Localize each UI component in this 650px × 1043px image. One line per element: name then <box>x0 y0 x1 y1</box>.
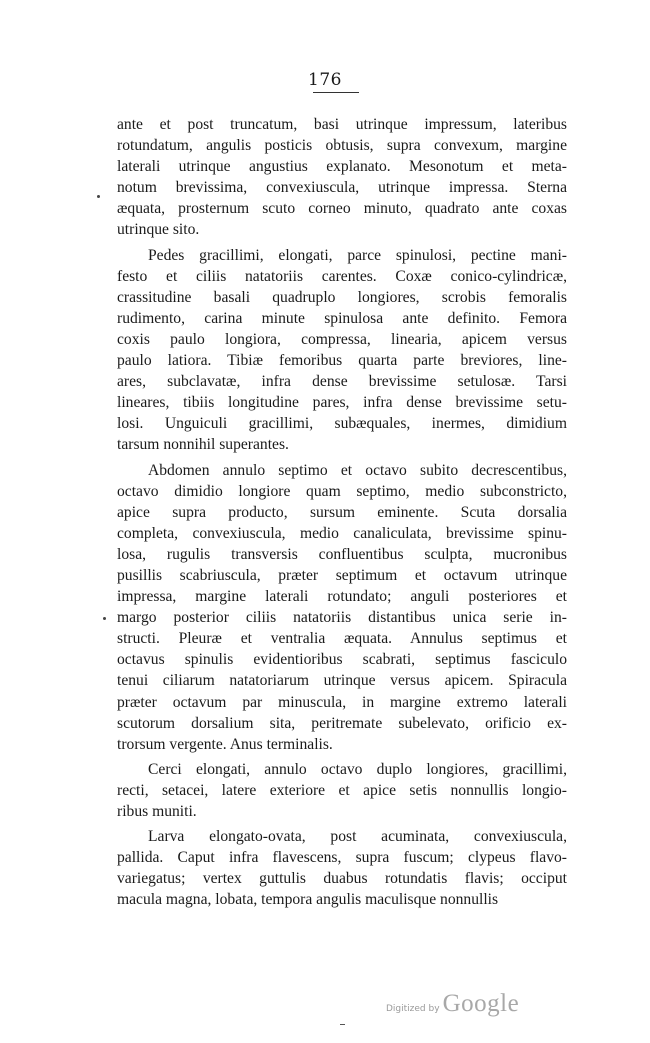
text-line: rotundatum, angulis posticis obtusis, supra convexum, margine <box>117 137 567 155</box>
margin-speck <box>97 195 100 198</box>
text-line: macula magna, lobata, tempora angulis maculisque nonnullis <box>117 891 499 909</box>
text-line: scutorum dorsalium sita, peritremate subelevato, orificio ex- <box>117 714 567 732</box>
watermark-prefix: Digitized by <box>386 1004 440 1014</box>
text-line: crassitudine basali quadruplo longiores, scrobis femoralis <box>117 288 567 306</box>
paragraph <box>117 759 567 822</box>
body-text <box>117 114 567 910</box>
text-line: æquata, prosternum scuto corneo minuto, quadrato ante coxas <box>117 200 567 218</box>
paragraph <box>117 114 567 241</box>
text-line: tarsum nonnihil superantes. <box>117 436 289 454</box>
text-line: Pedes gracillimi, elongati, parce spinulosi, pectine mani- <box>148 246 567 264</box>
paragraph <box>117 460 567 755</box>
text-line: paulo latiora. Tibiæ femoribus quarta parte breviores, line- <box>117 352 567 370</box>
text-line: pusillis scabriuscula, præter septimum et octavum utrinque <box>117 566 567 584</box>
text-line: Abdomen annulo septimo et octavo subito decrescentibus, <box>148 461 567 479</box>
text-line: octavus spinulis evidentioribus scabrati, septimus fasciculo <box>117 651 567 669</box>
text-line: notum brevissima, convexiuscula, utrinque impressa. Sterna <box>117 179 567 197</box>
text-line: ribus muniti. <box>117 803 197 820</box>
text-line: Cerci elongati, annulo octavo duplo longiores, gracillimi, <box>148 760 567 778</box>
text-line: ante et post truncatum, basi utrinque impressum, lateribus <box>117 116 567 133</box>
text-line: recti, setacei, latere exteriore et apice setis nonnullis longio- <box>117 781 567 799</box>
text-line: structi. Pleuræ et ventralia æquata. Annulus septimus et <box>117 630 567 648</box>
text-line: variegatus; vertex guttulis duabus rotundatis flavis; occiput <box>117 870 567 888</box>
text-line: rudimento, carina minute spinulosa ante definito. Femora <box>117 309 567 327</box>
paragraph <box>117 245 567 456</box>
text-line: tenui ciliarum natatoriarum utrinque versus apicem. Spiracula <box>117 672 567 690</box>
page-speck <box>340 1024 345 1025</box>
paragraph <box>117 826 567 910</box>
text-line: Larva elongato-ovata, post acuminata, convexiuscula, <box>148 828 567 846</box>
page-number: 176 <box>308 70 342 90</box>
text-line: coxis paulo longiora, compressa, linearia, apicem versus <box>117 330 567 348</box>
text-line: lineares, tibiis longitudine pares, infra dense brevissime setu- <box>117 394 567 412</box>
text-line: losi. Unguiculi gracillimi, subæquales, inermes, dimidium <box>117 415 567 433</box>
text-line: laterali utrinque angustius explanato. Mesonotum et meta- <box>117 158 567 176</box>
text-line: margo posterior ciliis natatoriis distantibus unica serie in- <box>117 609 567 627</box>
text-line: trorsum vergente. Anus terminalis. <box>117 735 333 753</box>
text-line: pallida. Caput infra flavescens, supra fuscum; clypeus flavo- <box>117 849 567 867</box>
google-logo: Google <box>442 990 520 1017</box>
margin-speck <box>103 617 106 620</box>
text-line: utrinque sito. <box>117 221 200 239</box>
text-line: præter octavum par minuscula, in margine extremo laterali <box>117 693 567 711</box>
text-line: apice supra producto, sursum eminente. Scuta dorsalia <box>117 503 567 521</box>
page-number-rule <box>313 92 359 93</box>
text-line: ares, subclavatæ, infra dense brevissime setulosæ. Tarsi <box>117 373 567 391</box>
digitized-watermark <box>386 990 519 1018</box>
text-line: festo et ciliis natatoriis carentes. Coxæ conico-cylindricæ, <box>117 267 567 285</box>
text-line: impressa, margine laterali rotundato; anguli posteriores et <box>117 588 567 606</box>
text-line: losa, rugulis transversis confluentibus sculpta, mucronibus <box>117 545 567 563</box>
text-line: completa, convexiuscula, medio canaliculata, brevissime spinu- <box>117 524 567 542</box>
text-line: octavo dimidio longiore quam septimo, medio subconstricto, <box>117 482 567 500</box>
